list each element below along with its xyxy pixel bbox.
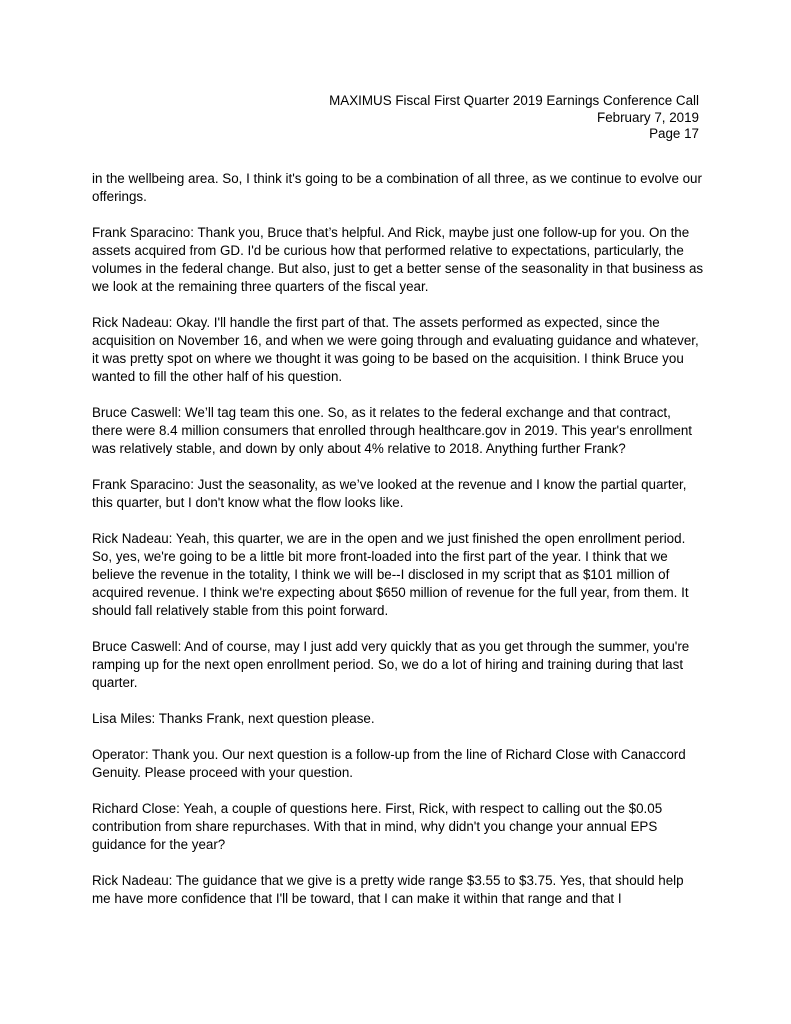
page-header	[329, 93, 699, 143]
paragraph: Bruce Caswell: We’ll tag team this one. So, as it relates to the federal exchange and that contract, there were 8.4 million consumers that enrolled through healthcare.gov in 2019. This year's enrollment was relatively stable, and down by only about 4% relative to 2018. Anything further Frank?	[92, 405, 693, 456]
transcript-body	[92, 170, 704, 926]
header-date: February 7, 2019	[597, 109, 699, 125]
paragraph: Rick Nadeau: The guidance that we give is a pretty wide range $3.55 to $3.75. Yes, that should help me have more confidence that I'll be toward, that I can make it within that range and that I	[92, 873, 684, 906]
paragraph: Bruce Caswell: And of course, may I just add very quickly that as you get through the summer, you're ramping up for the next open enrollment period. So, we do a lot of hiring and training during that last quarter.	[92, 639, 690, 690]
paragraph: Rick Nadeau: Yeah, this quarter, we are in the open and we just finished the open enrollment period. So, yes, we're going to be a little bit more front-loaded into the first part of the year. I think that we believe the revenue in the totality, I think we will be--I disclosed in my script that as $101 million of acquired revenue. I think we're expecting about $650 million of revenue for the full year, from them. It should fall relatively stable from this point forward.	[92, 531, 689, 618]
paragraph: Operator: Thank you. Our next question is a follow-up from the line of Richard Close with Canaccord Genuity. Please proceed with your question.	[92, 747, 686, 780]
paragraph: Rick Nadeau: Okay. I'll handle the first part of that. The assets performed as expected, since the acquisition on November 16, and when we were going through and evaluating guidance and whatever, it was pretty spot on where we thought it was going to be based on the acquisition. I think Bruce you wanted to fill the other half of his question.	[92, 315, 699, 384]
paragraph: Lisa Miles: Thanks Frank, next question please.	[92, 711, 375, 726]
header-title: MAXIMUS Fiscal First Quarter 2019 Earnings Conference Call	[329, 93, 699, 108]
paragraph: Frank Sparacino: Thank you, Bruce that’s helpful. And Rick, maybe just one follow-up for you. On the assets acquired from GD. I'd be curious how that performed relative to expectations, particularly, the volumes in the federal change. But also, just to get a better sense of the seasonality in that business as we look at the remaining three quarters of the fiscal year.	[92, 225, 704, 294]
header-page-number: Page 17	[649, 126, 699, 141]
paragraph: in the wellbeing area. So, I think it's going to be a combination of all three, as we continue to evolve our offerings.	[92, 171, 702, 204]
paragraph: Frank Sparacino: Just the seasonality, as we’ve looked at the revenue and I know the partial quarter, this quarter, but I don't know what the flow looks like.	[92, 477, 687, 510]
paragraph: Richard Close: Yeah, a couple of questions here. First, Rick, with respect to calling out the $0.05 contribution from share repurchases. With that in mind, why didn't you change your annual EPS guidance for the year?	[92, 801, 663, 852]
